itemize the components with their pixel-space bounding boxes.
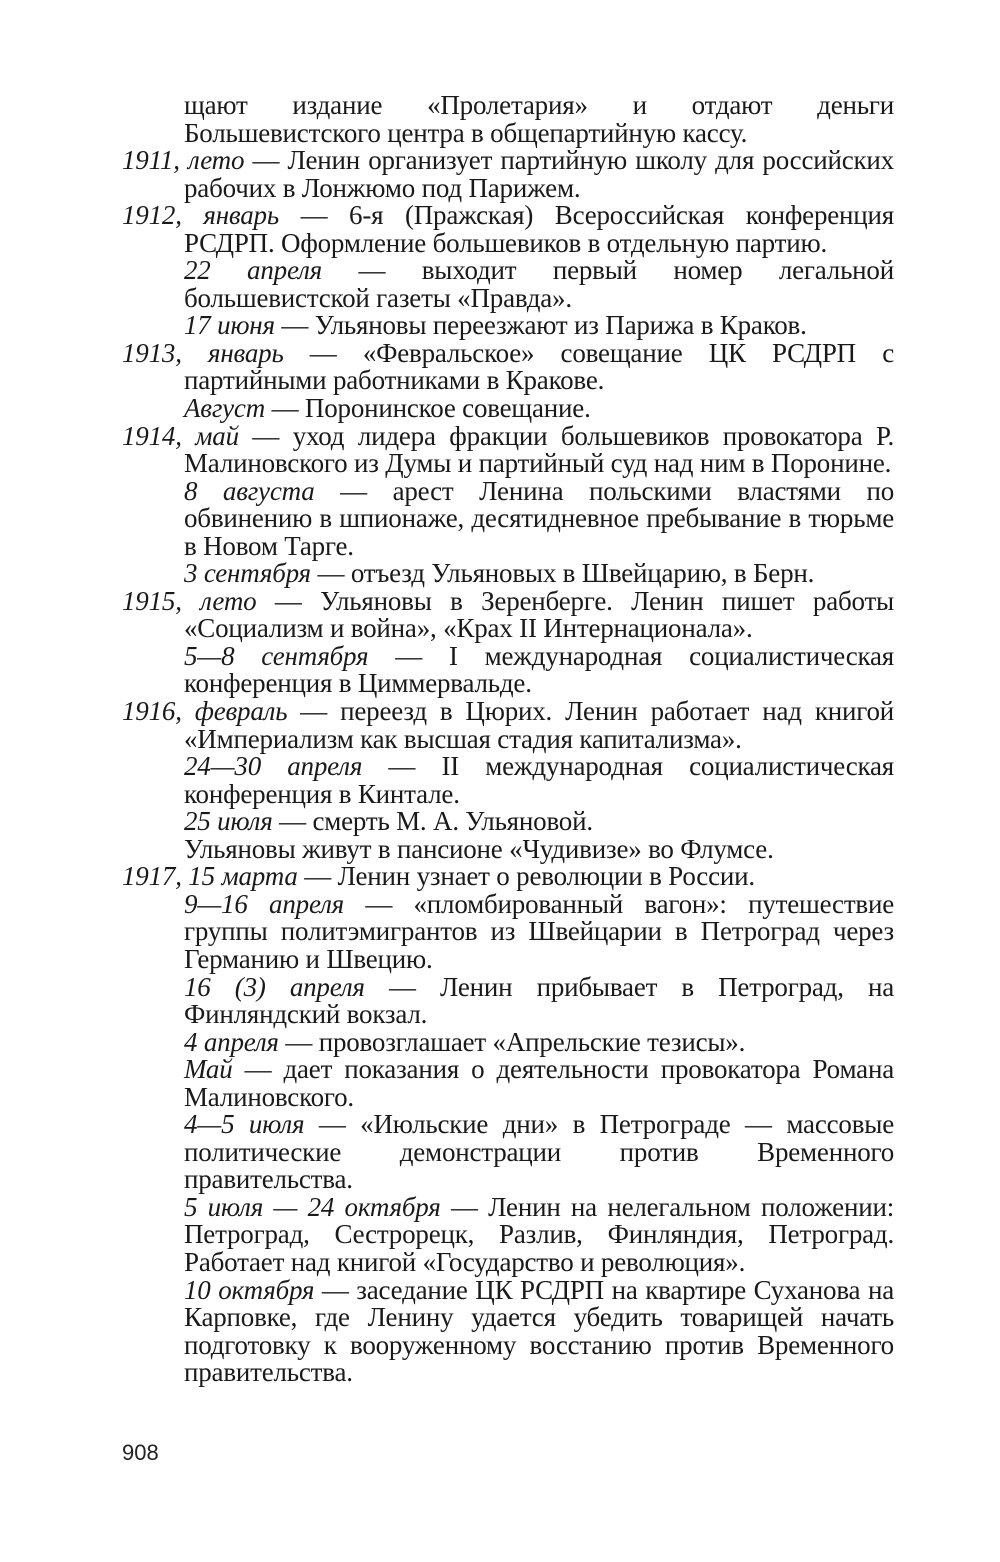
entry-text: «Февральское» совещание ЦК РСДРП с партийными работниками в Кракове. <box>184 337 894 396</box>
chronology-entry-1911 <box>122 147 894 202</box>
entry-text: Поронинское совещание. <box>304 393 591 424</box>
entry-date: 1914, май <box>122 420 239 451</box>
chronology-text <box>122 92 894 1387</box>
chronology-entry <box>122 257 894 312</box>
entry-date: 9—16 апреля <box>184 888 344 919</box>
entry-date: 22 апреля <box>184 255 322 286</box>
chronology-entry-1912 <box>122 202 894 257</box>
entry-text: «Июльские дни» в Петрограде — массовые политические демонстрации против Временного правительства. <box>184 1109 894 1195</box>
chronology-entry <box>122 808 894 836</box>
entry-date: Август <box>184 393 266 424</box>
chronology-entry <box>122 888 895 974</box>
entry-date: 25 июля <box>184 806 273 837</box>
entry-dash: — <box>314 1274 357 1305</box>
chronology-entry <box>122 1026 894 1057</box>
entry-dash: — <box>272 806 313 837</box>
entry-dash: — <box>304 1109 361 1140</box>
chronology-entry <box>122 1191 895 1277</box>
entry-text: Ленин на нелегальном положении: Петроград, Сестрорецк, Разлив, Финляндия, Петроград. Работает над книгой «Государство и революция». <box>184 1191 895 1277</box>
entry-date: 1915, лето <box>122 585 257 616</box>
entry-dash: — <box>362 751 442 782</box>
entry-text: отъезд Ульяновых в Швейцарию, в Берн. <box>350 558 815 589</box>
chronology-entry <box>122 560 894 588</box>
entry-dash: — <box>297 861 338 892</box>
entry-date: Май <box>184 1054 233 1085</box>
chronology-entry <box>122 395 894 423</box>
entry-date: 1916, февраль <box>122 696 288 727</box>
entry-dash: — <box>368 640 449 671</box>
entry-text: заседание ЦК РСДРП на квартире Суханова на Карповке, где Ленину удается убедить товарищей начать подготовку к вооруженному восстанию против Временного правительства. <box>184 1274 894 1388</box>
entry-date: 5 июля — 24 октября <box>184 1191 441 1222</box>
entry-date: 4 апреля <box>184 1026 279 1057</box>
entry-text: смерть М. А. Ульяновой. <box>312 806 593 837</box>
entry-text: Ульяновы живут в пансионе «Чудивизе» во Флумсе. <box>184 833 774 864</box>
entry-text: Ленин узнает о революции в России. <box>337 861 755 892</box>
entry-text: Ленин организует партийную школу для российских рабочих в Лонжюмо под Парижем. <box>184 145 894 203</box>
chronology-entry-1917 <box>122 863 894 891</box>
entry-text: щают издание «Пролетария» и отдают деньги Большевистского центра в общепартийную кассу. <box>184 90 894 148</box>
entry-dash: — <box>278 200 350 231</box>
entry-dash: — <box>274 310 315 341</box>
entry-dash: — <box>344 888 414 919</box>
entry-text: «пломбированный вагон»: путешествие группы политэмигрантов из Швейцарии в Петроград через Германию и Швецию. <box>184 888 895 974</box>
entry-text: Ульяновы переезжают из Парижа в Краков. <box>314 310 807 341</box>
chronology-entry-1916 <box>122 698 894 753</box>
entry-text: уход лидера фракции большевиков провокатора Р. Малиновского из Думы и партийный суд над ним в Поронине. <box>184 420 894 479</box>
entry-dash: — <box>278 1026 319 1057</box>
chronology-entry <box>122 312 894 340</box>
chronology-entry-1914 <box>122 420 894 479</box>
chronology-entry-continuation <box>122 92 894 147</box>
entry-dash: — <box>364 971 440 1002</box>
chronology-entry <box>122 833 894 864</box>
page-number: 908 <box>122 1440 159 1465</box>
entry-text: Ульяновы в Зеренберге. Ленин пишет работы «Социализм и война», «Крах II Интернационала». <box>184 585 895 644</box>
entry-date: 1913, январь <box>122 337 284 368</box>
entry-date: 17 июня <box>184 310 275 341</box>
entry-dash: — <box>256 585 321 616</box>
entry-date: 16 (3) апреля <box>184 971 365 1002</box>
entry-date: 1917, 15 марта <box>122 861 298 892</box>
entry-dash: — <box>232 1054 284 1085</box>
chronology-entry <box>122 475 895 561</box>
entry-dash: — <box>322 255 422 286</box>
entry-dash: — <box>314 475 393 506</box>
entry-text: дает показания о деятельности провокатора Романа Малиновского. <box>184 1054 894 1112</box>
chronology-entry <box>122 971 894 1030</box>
chronology-entry <box>122 1274 894 1388</box>
entry-text: 6-я (Пражская) Всероссийская конференция РСДРП. Оформление большевиков в отдельную партию. <box>184 200 894 258</box>
entry-dash: — <box>287 696 341 727</box>
entry-date: 5—8 сентября <box>184 640 369 671</box>
entry-dash: — <box>244 145 288 176</box>
entry-dash: — <box>265 393 305 424</box>
chronology-entry-1915 <box>122 585 895 644</box>
entry-text: арест Ленина польскими властями по обвинению в шпионаже, десятидневное пребывание в тюрьме в Новом Тарге. <box>184 475 895 561</box>
entry-date: 4—5 июля <box>184 1109 305 1140</box>
chronology-entry <box>122 1056 894 1111</box>
entry-date: 1912, январь <box>122 200 279 231</box>
chronology-entry <box>122 753 894 808</box>
entry-text: переезд в Цюрих. Ленин работает над книгой «Империализм как высшая стадия капитализма». <box>184 696 894 754</box>
entry-dash: — <box>283 337 363 368</box>
entry-date: 3 сентября <box>184 558 311 589</box>
entry-text: II международная социалистическая конференция в Кинтале. <box>184 751 894 809</box>
entry-date: 1911, лето <box>122 145 245 176</box>
chronology-entry-1913 <box>122 337 894 396</box>
entry-text: I международная социалистическая конференция в Циммервальде. <box>184 640 894 699</box>
entry-date: 10 октября <box>184 1274 315 1305</box>
entry-date: 8 августа <box>184 475 315 506</box>
entry-dash: — <box>238 420 293 451</box>
chronology-entry <box>122 1111 894 1194</box>
entry-text: Ленин прибывает в Петроград, на Финляндский вокзал. <box>184 971 894 1030</box>
chronology-entry <box>122 640 894 699</box>
entry-dash: — <box>440 1191 489 1222</box>
entry-text: выходит первый номер легальной большевистской газеты «Правда». <box>184 255 894 313</box>
entry-text: провозглашает «Апрельские тезисы». <box>318 1026 746 1057</box>
entry-date: 24—30 апреля <box>184 751 363 782</box>
entry-dash: — <box>310 558 351 589</box>
